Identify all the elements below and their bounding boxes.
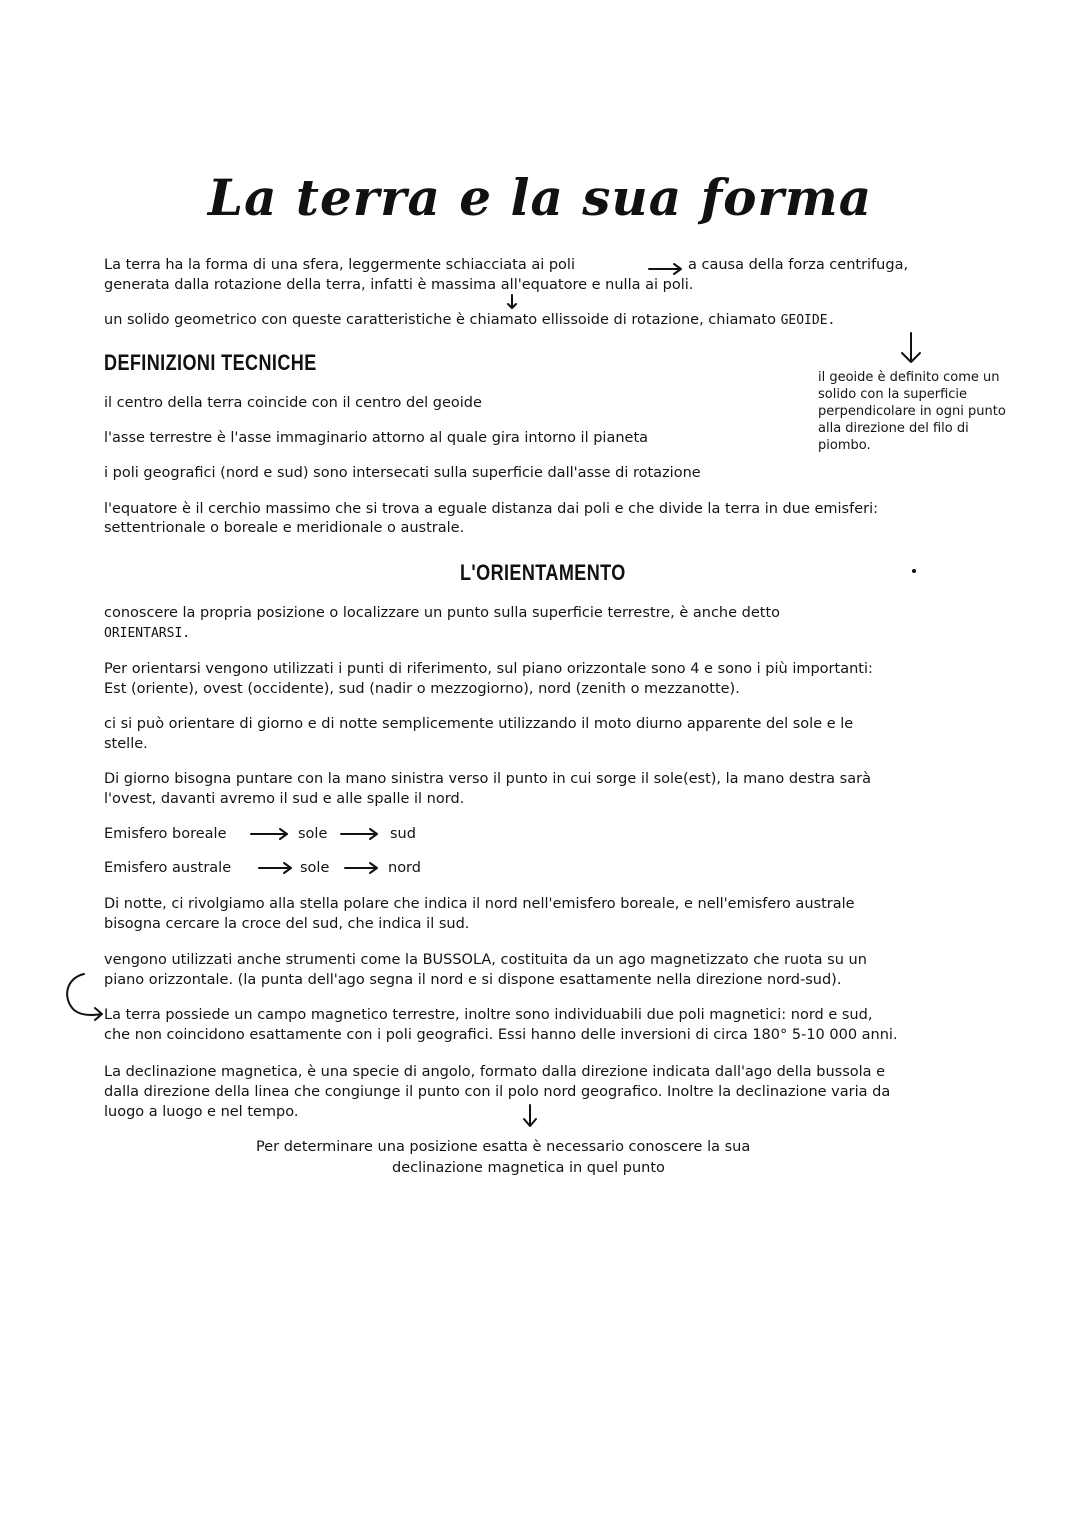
orientamento-p1-line-1: conoscere la propria posizione o localizzare un punto sulla superficie terrestre, è anche detto	[104, 605, 781, 621]
geoide-side-note: il geoide è definito come un solido con la superficie perpendicolare in ogni punto alla direzione del filo di piombo.	[818, 370, 1006, 453]
right-arrow-icon	[344, 862, 380, 874]
intro-line-3a: un solido geometrico con queste caratteristiche è chiamato ellissoide di rotazione, chiamato	[104, 312, 776, 328]
orientamento-p5-line-1: Di notte, ci rivolgiamo alla stella polare che indica il nord nell'emisfero boreale, e nell'emisfero australe	[104, 896, 855, 912]
hemisphere-label: Emisfero australe	[104, 860, 232, 876]
intro-line-3	[104, 310, 835, 331]
hemisphere-label: Emisfero boreale	[104, 826, 227, 842]
conclusion-line-2: declinazione magnetica in quel punto	[392, 1160, 665, 1176]
orientamento-p5-line-2: bisogna cercare la croce del sud, che indica il sud.	[104, 916, 470, 932]
direction-result: nord	[388, 860, 421, 876]
definition-item: il centro della terra coincide con il centro del geoide	[104, 395, 482, 411]
direction-sun: sole	[300, 860, 330, 876]
ink-dot	[912, 569, 916, 573]
intro-line-2: generata dalla rotazione della terra, infatti è massima all'equatore e nulla ai poli.	[104, 277, 694, 293]
down-arrow-icon	[900, 332, 922, 364]
definition-item: l'asse terrestre è l'asse immaginario attorno al quale gira intorno il pianeta	[104, 430, 649, 446]
direction-result: sud	[390, 826, 416, 842]
orientamento-p6-line-2: piano orizzontale. (la punta dell'ago segna il nord e si dispone esattamente nella direzione nord-sud).	[104, 972, 842, 988]
section-heading-definizioni: DEFINIZIONI TECNICHE	[104, 350, 317, 375]
intro-line-1a: La terra ha la forma di una sfera, leggermente schiacciata ai poli	[104, 257, 575, 273]
equatore-line-1: l'equatore è il cerchio massimo che si trova a eguale distanza dai poli e che divide la terra in due emisferi:	[104, 501, 879, 517]
orientamento-p8-line-3: luogo a luogo e nel tempo.	[104, 1104, 299, 1120]
orientamento-p2-line-2: Est (oriente), ovest (occidente), sud (nadir o mezzogiorno), nord (zenith o mezzanotte).	[104, 681, 740, 697]
orientamento-p3-line-1: ci si può orientare di giorno e di notte semplicemente utilizzando il moto diurno apparente del sole e le	[104, 716, 854, 732]
orientamento-p8-line-2: dalla direzione della linea che congiunge il punto con il polo nord geografico. Inoltre la declinazione varia da	[104, 1084, 891, 1100]
section-heading-orientamento: L'ORIENTAMENTO	[460, 560, 626, 585]
geoide-term: GEOIDE.	[780, 313, 836, 328]
curved-arrow-icon	[60, 972, 106, 1028]
orientamento-p3-line-2: stelle.	[104, 736, 148, 752]
right-arrow-icon	[340, 828, 380, 840]
orientamento-p4-line-1: Di giorno bisogna puntare con la mano sinistra verso il punto in cui sorge il sole(est), la mano destra sarà	[104, 771, 871, 787]
orientamento-p8-line-1: La declinazione magnetica, è una specie di angolo, formato dalla direzione indicata dall'ago della bussola e	[104, 1064, 886, 1080]
right-arrow-icon	[648, 263, 684, 275]
orientamento-p4-line-2: l'ovest, davanti avremo il sud e alle spalle il nord.	[104, 791, 465, 807]
direction-sun: sole	[298, 826, 328, 842]
down-arrow-icon	[506, 294, 518, 310]
right-arrow-icon	[250, 828, 290, 840]
orientarsi-term: ORIENTARSI.	[104, 626, 191, 641]
page-title: La terra e la sua forma	[207, 168, 873, 227]
intro-line-1b: a causa della forza centrifuga,	[688, 257, 909, 273]
conclusion-line-1: Per determinare una posizione esatta è necessario conoscere la sua	[256, 1139, 751, 1155]
orientamento-p6-line-1: vengono utilizzati anche strumenti come la BUSSOLA, costituita da un ago magnetizzato che ruota su un	[104, 952, 867, 968]
definition-item: i poli geografici (nord e sud) sono intersecati sulla superficie dall'asse di rotazione	[104, 465, 701, 481]
orientamento-p7-line-2: che non coincidono esattamente con i poli geografici. Essi hanno delle inversioni di circa 180° 5-10 000 anni.	[104, 1027, 898, 1043]
equatore-line-2: settentrionale o boreale e meridionale o australe.	[104, 520, 465, 536]
down-arrow-icon	[523, 1104, 537, 1128]
orientamento-p2-line-1: Per orientarsi vengono utilizzati i punti di riferimento, sul piano orizzontale sono 4 e sono i più importanti:	[104, 661, 873, 677]
orientamento-p7-line-1: La terra possiede un campo magnetico terrestre, inoltre sono individuabili due poli magnetici: nord e sud,	[104, 1007, 873, 1023]
right-arrow-icon	[258, 862, 294, 874]
